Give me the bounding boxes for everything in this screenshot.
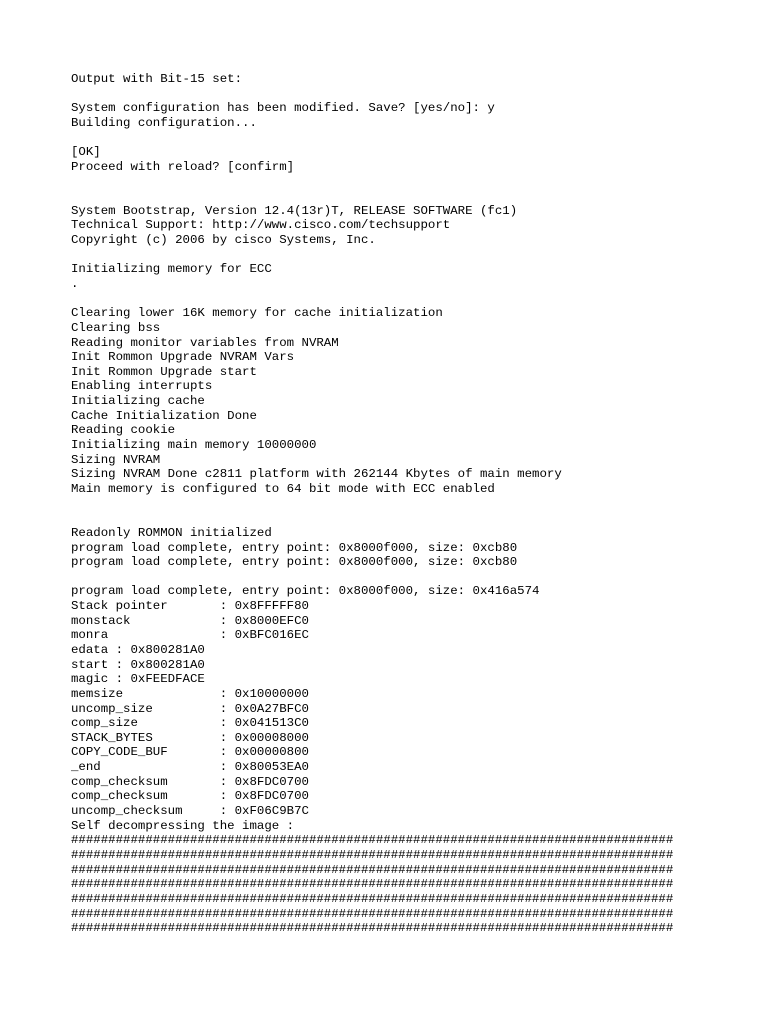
progress-hash-line: ################################################################################# (71, 906, 674, 921)
progress-hash-line: ################################################################################# (71, 847, 674, 862)
log-line: Cache Initialization Done (71, 408, 257, 423)
console-log (71, 72, 761, 936)
log-line: Clearing bss (71, 320, 161, 335)
log-line: System configuration has been modified. Save? [yes/no]: y (71, 101, 495, 116)
log-line: System Bootstrap, Version 12.4(13r)T, RELEASE SOFTWARE (fc1) (71, 203, 518, 218)
log-line: comp_checksum : 0x8FDC0700 (71, 774, 309, 789)
log-line: magic : 0xFEEDFACE (71, 672, 205, 687)
log-line: program load complete, entry point: 0x8000f000, size: 0xcb80 (71, 555, 518, 570)
log-line: Technical Support: http://www.cisco.com/techsupport (71, 218, 451, 233)
log-line: Initializing cache (71, 394, 205, 409)
log-line: Enabling interrupts (71, 379, 213, 394)
log-line: program load complete, entry point: 0x8000f000, size: 0x416a574 (71, 584, 540, 599)
log-line: Initializing main memory 10000000 (71, 438, 317, 453)
log-line (71, 497, 761, 512)
log-line: Main memory is configured to 64 bit mode with ECC enabled (71, 481, 495, 496)
log-line (71, 292, 761, 307)
log-line (71, 570, 761, 585)
log-line: Output with Bit-15 set: (71, 72, 243, 86)
log-line: memsize : 0x10000000 (71, 686, 309, 701)
log-line: STACK_BYTES : 0x00008000 (71, 730, 309, 745)
log-line: monra : 0xBFC016EC (71, 628, 309, 643)
log-line: Copyright (c) 2006 by cisco Systems, Inc. (71, 233, 376, 248)
log-line (71, 87, 761, 102)
log-line: [OK] (71, 145, 101, 160)
log-line: Init Rommon Upgrade start (71, 364, 257, 379)
log-line (71, 189, 761, 204)
log-line (71, 131, 761, 146)
log-line: Reading monitor variables from NVRAM (71, 335, 339, 350)
log-line: . (71, 276, 79, 291)
log-line: Sizing NVRAM Done c2811 platform with 262144 Kbytes of main memory (71, 467, 562, 482)
progress-hash-line: ################################################################################# (71, 862, 674, 877)
log-line: uncomp_size : 0x0A27BFC0 (71, 701, 309, 716)
log-line (71, 248, 761, 263)
log-line (71, 174, 761, 189)
log-line (71, 511, 761, 526)
log-line: start : 0x800281A0 (71, 657, 205, 672)
log-line: Reading cookie (71, 423, 176, 438)
log-line: _end : 0x80053EA0 (71, 760, 309, 775)
log-line: Readonly ROMMON initialized (71, 525, 272, 540)
log-line: COPY_CODE_BUF : 0x00000800 (71, 745, 309, 760)
log-line: Proceed with reload? [confirm] (71, 159, 295, 174)
progress-hash-line: ################################################################################# (71, 921, 674, 936)
log-line: Stack pointer : 0x8FFFFF80 (71, 599, 309, 614)
log-line: comp_size : 0x041513C0 (71, 716, 309, 731)
log-line: comp_checksum : 0x8FDC0700 (71, 789, 309, 804)
progress-hash-line: ################################################################################# (71, 833, 674, 848)
log-line: Building configuration... (71, 115, 257, 130)
log-line: uncomp_checksum : 0xF06C9B7C (71, 804, 309, 819)
log-line: Self decompressing the image : (71, 818, 295, 833)
progress-hash-line: ################################################################################# (71, 877, 674, 892)
log-line: Initializing memory for ECC (71, 262, 272, 277)
log-line: Clearing lower 16K memory for cache initialization (71, 306, 443, 321)
log-line: edata : 0x800281A0 (71, 642, 205, 657)
log-line: Init Rommon Upgrade NVRAM Vars (71, 350, 295, 365)
log-line: Sizing NVRAM (71, 452, 161, 467)
log-line: program load complete, entry point: 0x8000f000, size: 0xcb80 (71, 540, 518, 555)
log-line: monstack : 0x8000EFC0 (71, 613, 309, 628)
progress-hash-line: ################################################################################# (71, 891, 674, 906)
